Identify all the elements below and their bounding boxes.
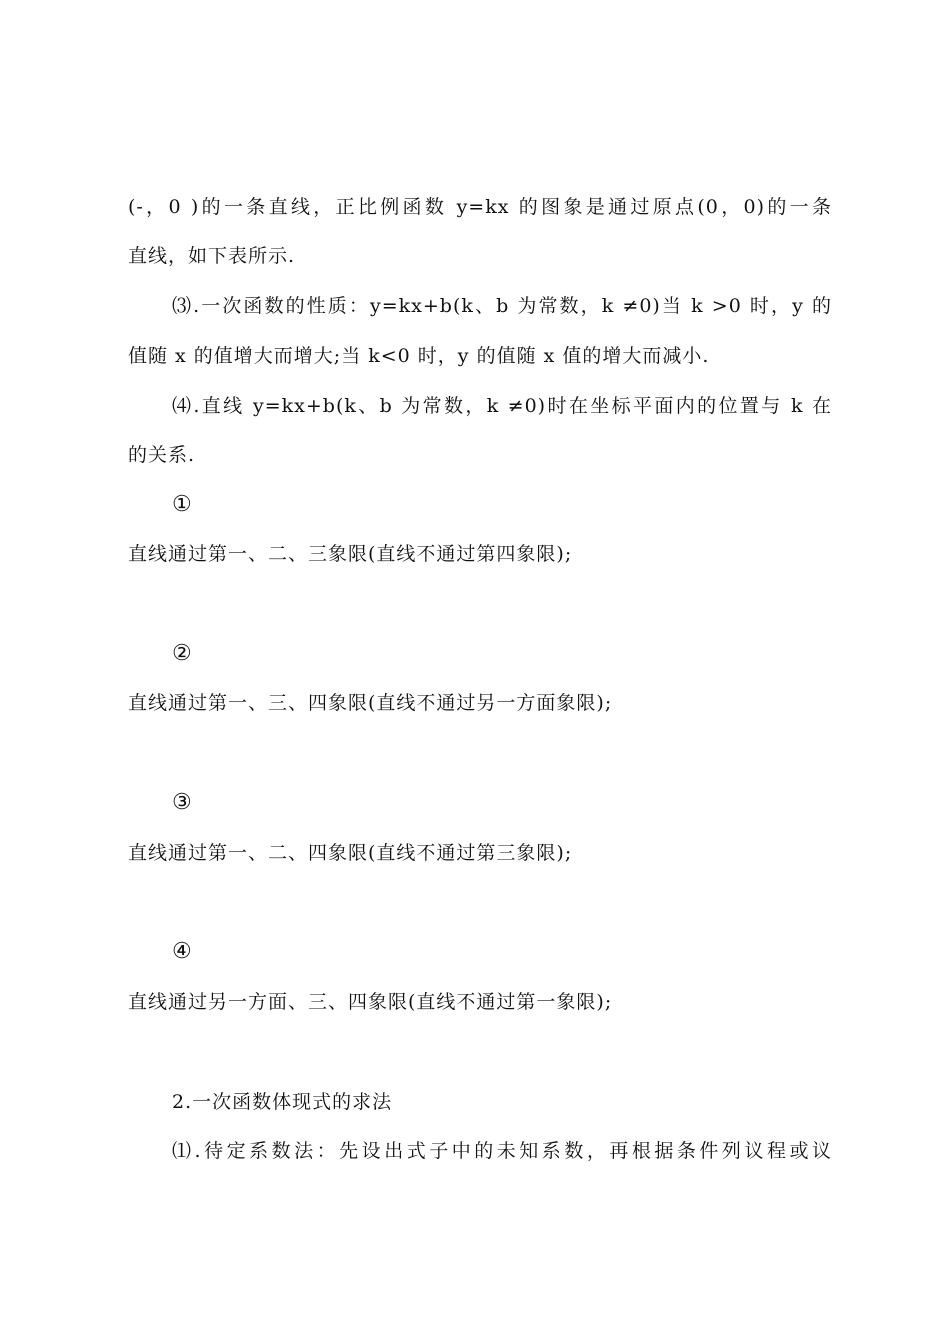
paragraph-line: 直线，如下表所示. bbox=[128, 245, 296, 267]
case-line: 直线通过另一方面、三、四象限(直线不通过第一象限); bbox=[128, 991, 613, 1013]
case-line: 直线通过第一、二、三象限(直线不通过第四象限); bbox=[128, 543, 573, 565]
circled-number-4: ④ bbox=[172, 939, 192, 964]
case-line: 直线通过第一、三、四象限(直线不通过另一方面象限); bbox=[128, 692, 613, 714]
circled-number-3: ③ bbox=[172, 790, 192, 815]
paragraph-line: 的关系. bbox=[128, 444, 196, 466]
circled-number-1: ① bbox=[172, 492, 192, 517]
paragraph-line: ⑶.一次函数的性质：y=kx+b(k、b 为常数，k ≠0)当 k >0 时，y 的 bbox=[172, 295, 832, 317]
circled-number-2: ② bbox=[172, 641, 192, 666]
paragraph-line: ⑷.直线 y=kx+b(k、b 为常数，k ≠0)时在坐标平面内的位置与 k 在 bbox=[172, 395, 832, 417]
paragraph-line: 值随 x 的值增大而增大;当 k<0 时，y 的值随 x 值的增大而减小. bbox=[128, 345, 710, 367]
section-heading: 2.一次函数体现式的求法 bbox=[172, 1091, 393, 1113]
paragraph-line: ⑴.待定系数法：先设出式子中的未知系数，再根据条件列议程或议 bbox=[172, 1140, 832, 1162]
case-line: 直线通过第一、二、四象限(直线不通过第三象限); bbox=[128, 842, 573, 864]
paragraph-line: (-，0 )的一条直线，正比例函数 y=kx 的图象是通过原点(0，0)的一条 bbox=[128, 196, 832, 218]
